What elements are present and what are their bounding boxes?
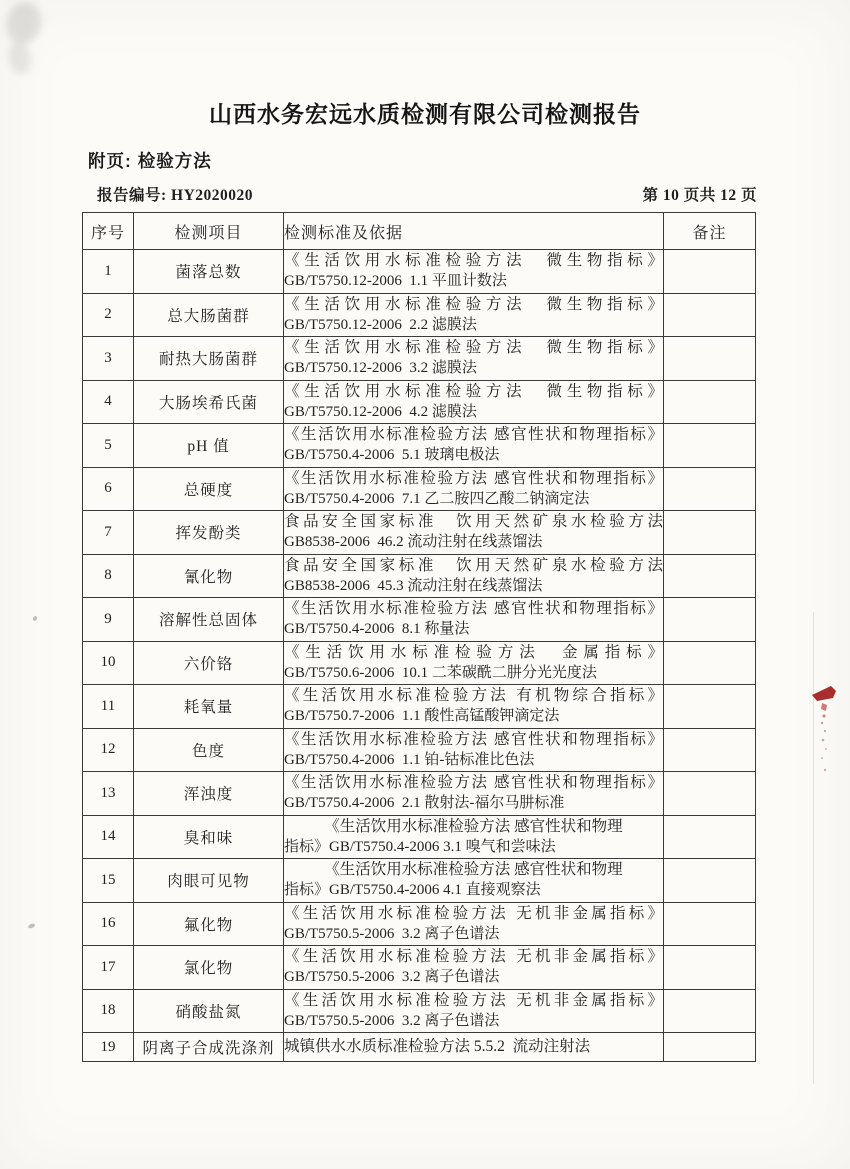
scan-artifact-blob [2, 0, 46, 48]
standard-method-cell [284, 293, 664, 337]
standard-method-cell [284, 511, 664, 555]
standard-line2: GB/T5750.4-2006 7.1 乙二胺四乙酸二钠滴定法 [284, 490, 590, 507]
row-index: 13 [83, 772, 134, 816]
page-edge-line [813, 612, 814, 1084]
standard-line1: 《生活饮用水标准检验方法 感官性状和物理指标》 [284, 469, 663, 487]
table-row [83, 424, 756, 468]
standard-method-cell [284, 989, 664, 1033]
standard-line2: GB/T5750.4-2006 5.1 玻璃电极法 [284, 447, 500, 464]
standard-method-cell [284, 641, 664, 685]
col-header-item: 检测项目 [134, 213, 284, 250]
table-row [83, 989, 756, 1033]
standard-line2: 指标》GB/T5750.4-2006 4.1 直接观察法 [284, 882, 541, 899]
remark-cell [664, 293, 756, 337]
row-index: 16 [83, 902, 134, 946]
row-index: 14 [83, 815, 134, 859]
standard-method-cell [284, 467, 664, 511]
standard-method-cell [284, 859, 664, 903]
meta-row [97, 183, 757, 205]
attachment-subtitle: 附页: 检验方法 [88, 151, 212, 171]
test-item: 氰化物 [134, 554, 284, 598]
remark-cell [664, 380, 756, 424]
remark-cell [664, 946, 756, 990]
table-row [83, 641, 756, 685]
standard-method-cell [284, 598, 664, 642]
standard-line1: 《生活饮用水标准检验方法 感官性状和物理指标》 [284, 600, 663, 618]
table-row [83, 554, 756, 598]
test-item: 溶解性总固体 [134, 598, 284, 642]
standard-line2: GB/T5750.5-2006 3.2 离子色谱法 [284, 1012, 500, 1029]
standard-line1: 城镇供水水质标准检验方法 5.5.2 流动注射法 [284, 1038, 591, 1055]
table-row [83, 511, 756, 555]
row-index: 1 [83, 250, 134, 294]
standard-line2: GB/T5750.12-2006 1.1 平皿计数法 [284, 273, 507, 290]
remark-cell [664, 337, 756, 381]
table-row [83, 902, 756, 946]
standard-line1: 《生活饮用水标准检验方法 感官性状和物理 [324, 861, 623, 879]
standard-line1: 《生活饮用水标准检验方法 感官性状和物理指标》 [284, 774, 663, 792]
table-header-row [83, 213, 756, 250]
scan-speck [32, 615, 37, 621]
remark-cell [664, 859, 756, 903]
row-index: 15 [83, 859, 134, 903]
remark-cell [664, 902, 756, 946]
remark-cell [664, 511, 756, 555]
table-row [83, 250, 756, 294]
test-item: 硝酸盐氮 [134, 989, 284, 1033]
standard-line1: 《生活饮用水标准检验方法 无机非金属指标》 [284, 948, 663, 966]
col-header-remark: 备注 [664, 213, 756, 250]
standard-method-cell [284, 728, 664, 772]
row-index: 6 [83, 467, 134, 511]
standard-line2: GB/T5750.12-2006 2.2 滤膜法 [284, 316, 477, 333]
row-index: 18 [83, 989, 134, 1033]
remark-cell [664, 815, 756, 859]
remark-cell [664, 989, 756, 1033]
standard-line2: GB8538-2006 46.2 流动注射在线蒸馏法 [284, 534, 543, 551]
standard-line2: GB/T5750.6-2006 10.1 二苯碳酰二肼分光光度法 [284, 664, 597, 681]
row-index: 2 [83, 293, 134, 337]
col-header-standard: 检测标准及依据 [284, 213, 664, 250]
test-item: 总大肠菌群 [134, 293, 284, 337]
standard-line2: GB8538-2006 45.3 流动注射在线蒸馏法 [284, 577, 543, 594]
standard-line1: 《生活饮用水标准检验方法 感官性状和物理指标》 [284, 426, 663, 444]
table-row [83, 337, 756, 381]
table-row [83, 293, 756, 337]
remark-cell [664, 467, 756, 511]
standard-method-cell [284, 250, 664, 294]
standard-line1: 《生活饮用水标准检验方法 有机物综合指标》 [284, 687, 663, 705]
test-item: 大肠埃希氏菌 [134, 380, 284, 424]
test-item: 臭和味 [134, 815, 284, 859]
row-index: 4 [83, 380, 134, 424]
standard-line1: 《生活饮用水标准检验方法 微生物指标》 [284, 252, 663, 270]
standard-line2: GB/T5750.7-2006 1.1 酸性高锰酸钾滴定法 [284, 708, 560, 725]
table-row [83, 1033, 756, 1062]
test-item: 阴离子合成洗涤剂 [134, 1033, 284, 1062]
test-item: 六价铬 [134, 641, 284, 685]
page-indicator: 第 10 页共 12 页 [642, 187, 757, 204]
row-index: 7 [83, 511, 134, 555]
remark-cell [664, 641, 756, 685]
standard-line2: 指标》GB/T5750.4-2006 3.1 嗅气和尝味法 [284, 838, 556, 855]
standard-line2: GB/T5750.4-2006 1.1 铂-钴标准比色法 [284, 751, 535, 768]
test-item: 菌落总数 [134, 250, 284, 294]
remark-cell [664, 728, 756, 772]
test-item: 耐热大肠菌群 [134, 337, 284, 381]
table-row [83, 380, 756, 424]
standard-method-cell [284, 815, 664, 859]
standard-line1: 《生活饮用水标准检验方法 无机非金属指标》 [284, 904, 663, 922]
standard-method-cell [284, 380, 664, 424]
test-item: 色度 [134, 728, 284, 772]
methods-table [82, 212, 756, 1062]
standard-line1: 《生活饮用水标准检验方法 微生物指标》 [284, 295, 663, 313]
report-number: 报告编号: HY2020020 [97, 187, 254, 204]
standard-line1: 《生活饮用水标准检验方法 金属指标》 [284, 643, 663, 661]
standard-method-cell [284, 685, 664, 729]
row-index: 17 [83, 946, 134, 990]
standard-line1: 食品安全国家标准 饮用天然矿泉水检验方法 [284, 556, 663, 574]
standard-line2: GB/T5750.4-2006 2.1 散射法-福尔马肼标准 [284, 795, 565, 812]
standard-method-cell [284, 337, 664, 381]
standard-line2: GB/T5750.12-2006 4.2 滤膜法 [284, 403, 477, 420]
test-item: 总硬度 [134, 467, 284, 511]
remark-cell [664, 250, 756, 294]
remark-cell [664, 424, 756, 468]
standard-line1: 《生活饮用水标准检验方法 微生物指标》 [284, 382, 663, 400]
row-index: 5 [83, 424, 134, 468]
standard-method-cell [284, 424, 664, 468]
row-index: 10 [83, 641, 134, 685]
test-item: 氟化物 [134, 902, 284, 946]
test-item: 肉眼可见物 [134, 859, 284, 903]
test-item: pH 值 [134, 424, 284, 468]
row-index: 11 [83, 685, 134, 729]
table-row [83, 685, 756, 729]
standard-method-cell [284, 946, 664, 990]
standard-line1: 《生活饮用水标准检验方法 感官性状和物理 [324, 817, 623, 835]
standard-line1: 《生活饮用水标准检验方法 无机非金属指标》 [284, 991, 663, 1009]
red-ink-mark [810, 685, 838, 785]
col-header-index: 序号 [83, 213, 134, 250]
remark-cell [664, 1033, 756, 1062]
standard-line2: GB/T5750.5-2006 3.2 离子色谱法 [284, 925, 500, 942]
standard-method-cell [284, 1033, 664, 1062]
table-row [83, 859, 756, 903]
row-index: 19 [83, 1033, 134, 1062]
standard-line2: GB/T5750.12-2006 3.2 滤膜法 [284, 360, 477, 377]
test-item: 耗氧量 [134, 685, 284, 729]
row-index: 3 [83, 337, 134, 381]
standard-method-cell [284, 554, 664, 598]
table-row [83, 467, 756, 511]
standard-method-cell [284, 772, 664, 816]
remark-cell [664, 554, 756, 598]
methods-table-body [83, 250, 756, 1062]
row-index: 8 [83, 554, 134, 598]
test-item: 浑浊度 [134, 772, 284, 816]
table-row [83, 946, 756, 990]
standard-method-cell [284, 902, 664, 946]
test-item: 氯化物 [134, 946, 284, 990]
standard-line2: GB/T5750.4-2006 8.1 称量法 [284, 621, 470, 638]
report-title: 山西水务宏远水质检测有限公司检测报告 [209, 101, 641, 127]
standard-line1: 《生活饮用水标准检验方法 感官性状和物理指标》 [284, 730, 663, 748]
test-item: 挥发酚类 [134, 511, 284, 555]
row-index: 12 [83, 728, 134, 772]
row-index: 9 [83, 598, 134, 642]
table-row [83, 815, 756, 859]
table-row [83, 728, 756, 772]
standard-line1: 《生活饮用水标准检验方法 微生物指标》 [284, 339, 663, 357]
table-row [83, 598, 756, 642]
scan-speck [28, 923, 36, 929]
standard-line1: 食品安全国家标准 饮用天然矿泉水检验方法 [284, 513, 663, 531]
scan-artifact-blob [7, 41, 33, 76]
remark-cell [664, 772, 756, 816]
remark-cell [664, 598, 756, 642]
standard-line2: GB/T5750.5-2006 3.2 离子色谱法 [284, 969, 500, 986]
remark-cell [664, 685, 756, 729]
table-row [83, 772, 756, 816]
